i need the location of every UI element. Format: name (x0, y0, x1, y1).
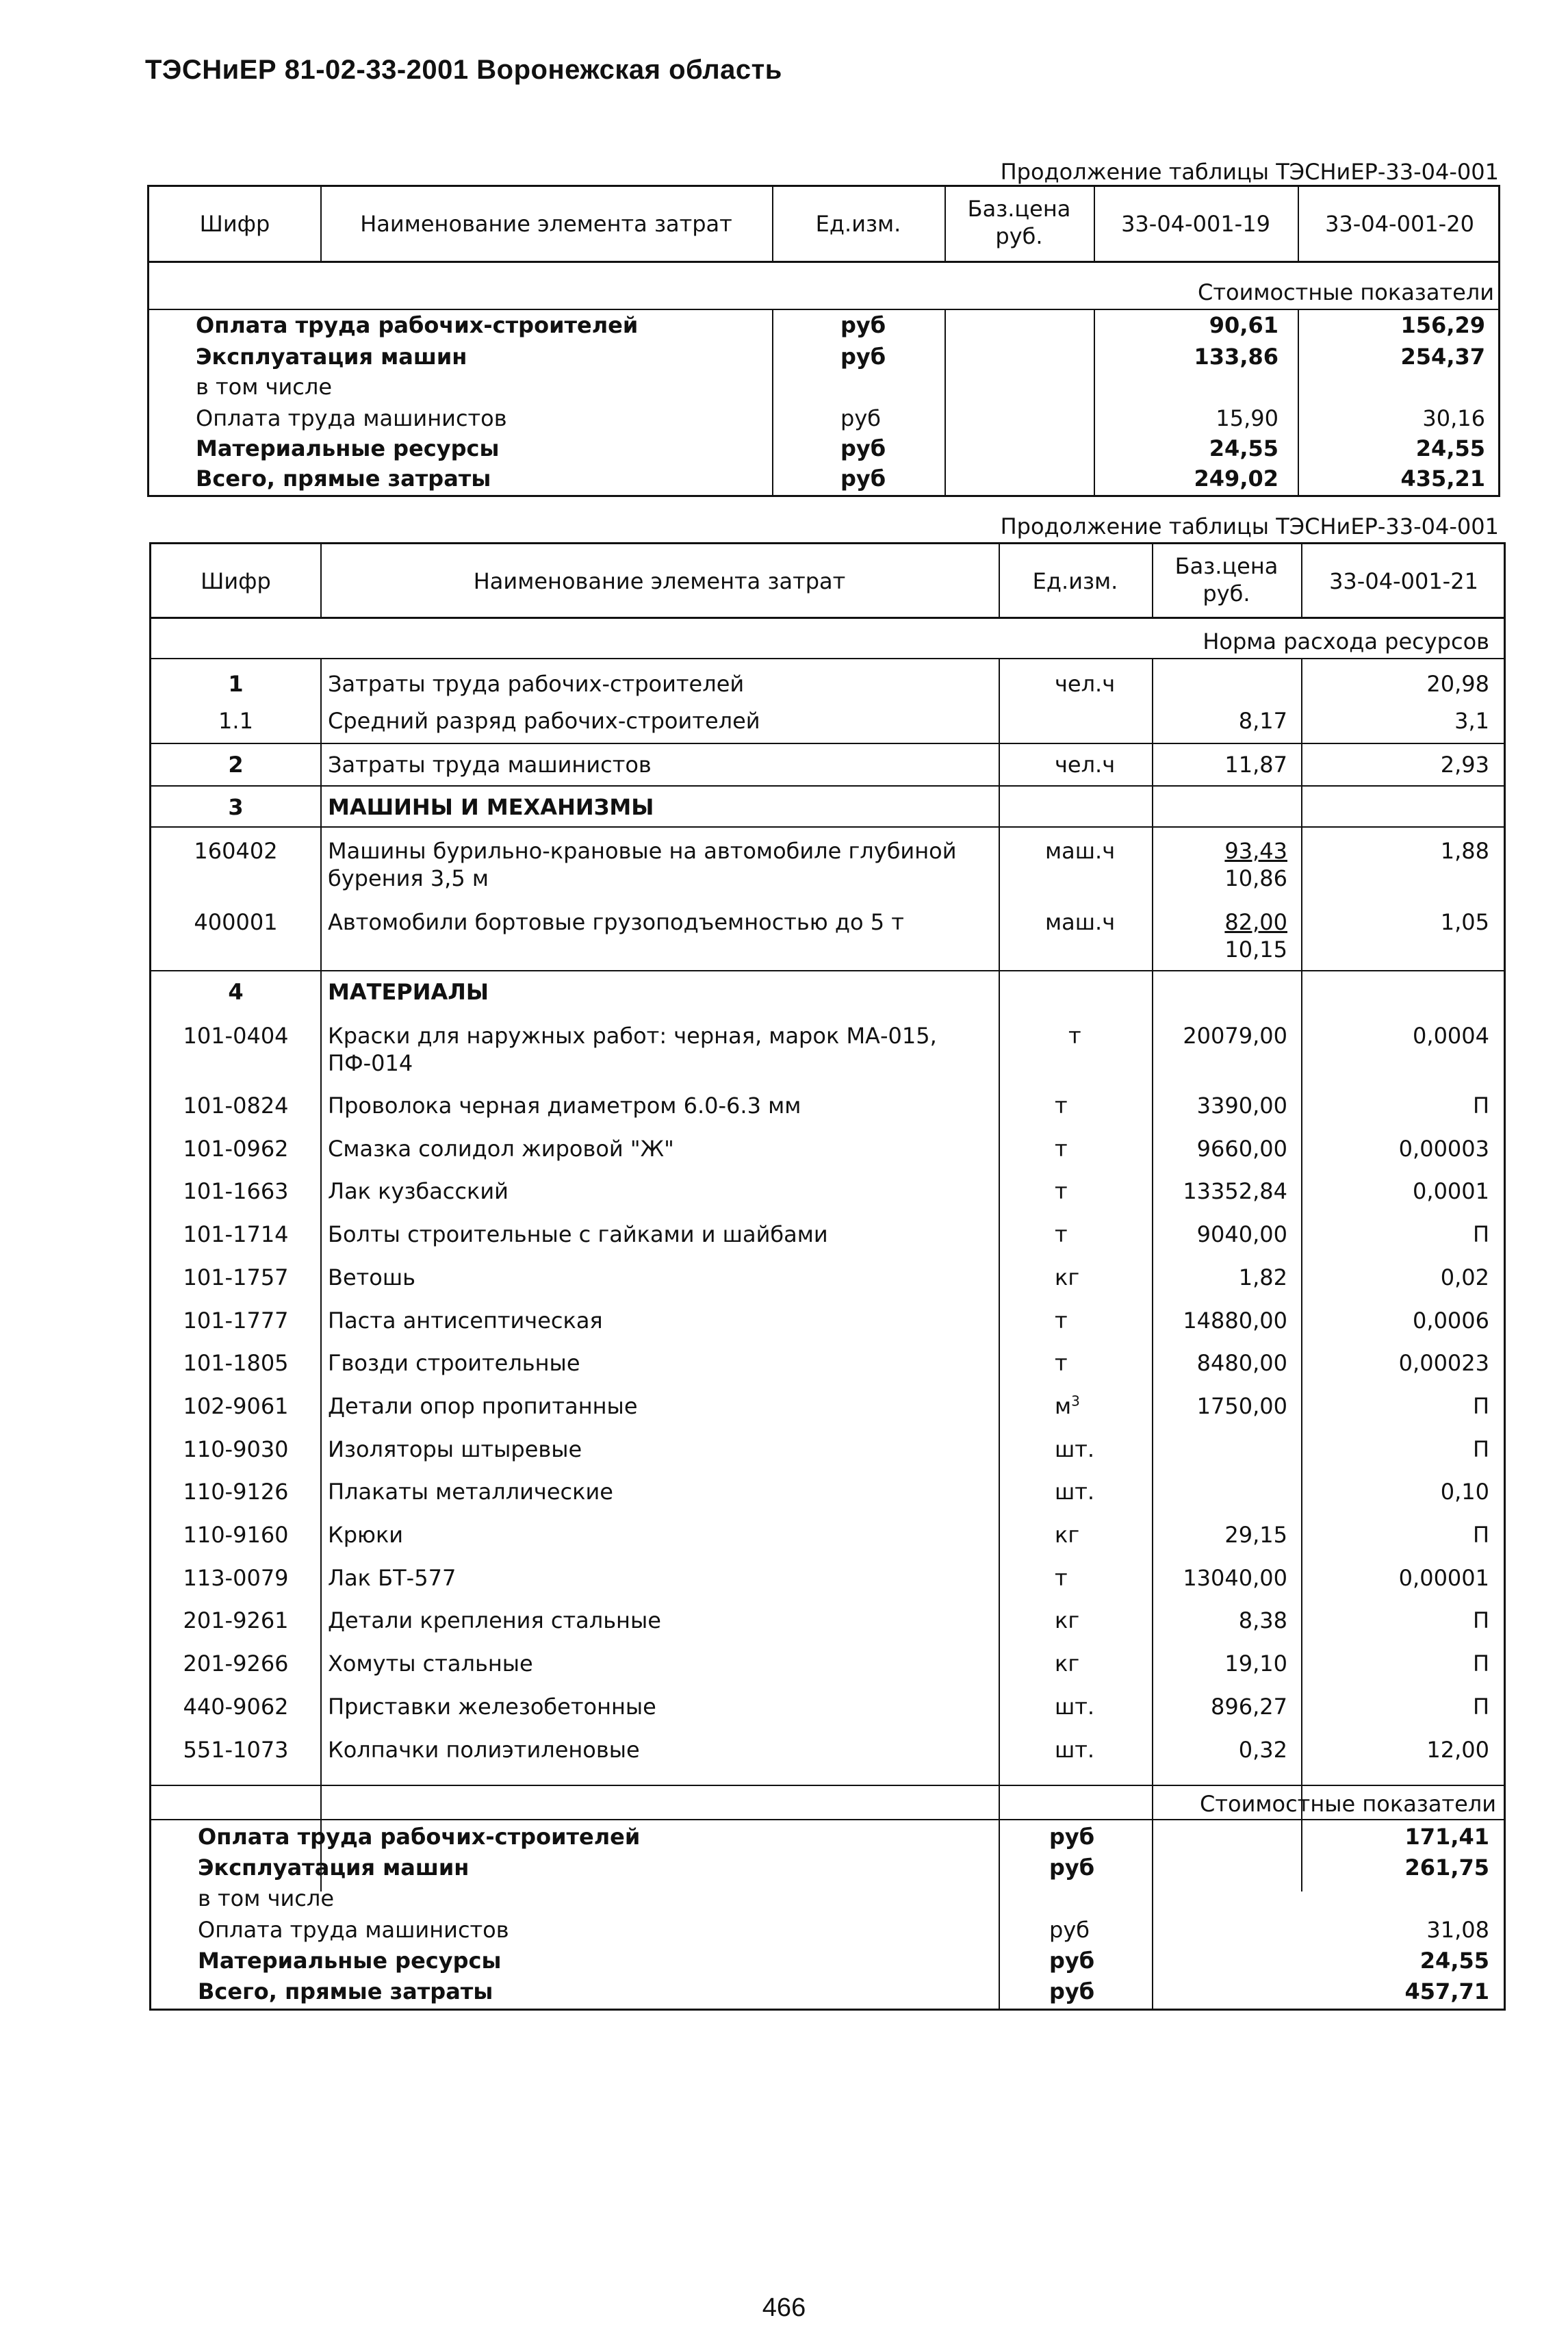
row-unit: руб (840, 344, 886, 370)
header-col-21: 33-04-001-21 (1329, 568, 1478, 594)
row-unit: руб (1049, 1917, 1090, 1943)
row-value: 249,02 (1194, 466, 1278, 492)
section-cost-indicators: Стоимостные показатели (1198, 279, 1494, 305)
row-value: П (1472, 1221, 1489, 1247)
row-name: Детали опор пропитанные (328, 1393, 638, 1419)
row-price: 13352,84 (1183, 1178, 1287, 1204)
row-unit: маш.ч (1045, 838, 1116, 864)
row-name: Гвозди строительные (328, 1350, 580, 1376)
row-unit-exponent: 3 (1071, 1392, 1080, 1410)
row-value: 156,29 (1400, 312, 1485, 338)
row-name: Болты строительные с гайками и шайбами (328, 1221, 828, 1247)
row-value: 0,02 (1440, 1264, 1489, 1290)
row-price: 1750,00 (1196, 1393, 1287, 1419)
row-unit: кг (1055, 1651, 1080, 1677)
table1-continuation-label: Продолжение таблицы ТЭСНиЕР-33-04-001 (1000, 159, 1499, 185)
row-name: Изоляторы штыревые (328, 1436, 582, 1462)
row-name: Хомуты стальные (328, 1651, 533, 1677)
row-value: 435,21 (1400, 466, 1485, 492)
resource-table-2 (149, 542, 1506, 2011)
page-number: 466 (762, 2293, 806, 2322)
row-unit: маш.ч (1045, 909, 1116, 935)
row-unit: т (1055, 1178, 1068, 1204)
row-code: 101-0962 (183, 1136, 289, 1162)
row-value: П (1472, 1694, 1489, 1720)
row-name: Приставки железобетонные (328, 1694, 656, 1720)
row-value: П (1472, 1522, 1489, 1548)
header-name: Наименование элемента затрат (360, 211, 732, 237)
row-value: 15,90 (1216, 405, 1278, 431)
row-name: Паста антисептическая (328, 1308, 603, 1334)
row-label: Материальные ресурсы (196, 435, 500, 461)
row-label: Эксплуатация машин (198, 1855, 470, 1881)
row-value: 0,00023 (1398, 1350, 1489, 1376)
row-label: Материальные ресурсы (198, 1948, 502, 1974)
row-price: 82,00 (1224, 909, 1287, 935)
row-unit: т (1055, 1221, 1068, 1247)
row-unit: руб (840, 466, 886, 492)
row-value: П (1472, 1436, 1489, 1462)
header-code: Шифр (201, 568, 271, 594)
row-code: 201-9261 (183, 1607, 289, 1633)
row-name: Проволока черная диаметром 6.0-6.3 мм (328, 1093, 801, 1119)
row-code: 160402 (194, 838, 278, 864)
row-unit: т (1055, 1093, 1068, 1119)
row-price: 93,43 (1224, 838, 1287, 864)
row-value: 24,55 (1415, 435, 1485, 461)
header-unit: Ед.изм. (1032, 568, 1118, 594)
row-name: Лак кузбасский (328, 1178, 509, 1204)
row-unit: т (1055, 1350, 1068, 1376)
row-code: 551-1073 (183, 1737, 289, 1763)
row-value: 30,16 (1422, 405, 1485, 431)
row-code: 201-9266 (183, 1651, 289, 1677)
header-base-price: Баз.цена (967, 196, 1071, 222)
row-value: 457,71 (1404, 1978, 1489, 2004)
row-price: 896,27 (1211, 1694, 1287, 1720)
section-title-materials: МАТЕРИАЛЫ (328, 979, 489, 1005)
row-price: 19,10 (1224, 1651, 1287, 1677)
row-code: 1.1 (218, 708, 253, 734)
row-name: Плакаты металлические (328, 1479, 613, 1505)
row-value: 24,55 (1419, 1948, 1489, 1974)
row-unit: кг (1055, 1522, 1080, 1548)
row-code: 101-1777 (183, 1308, 289, 1334)
row-code: 110-9126 (183, 1479, 289, 1505)
row-value: 254,37 (1400, 344, 1485, 370)
row-label: Оплата труда машинистов (198, 1917, 509, 1943)
row-name: Крюки (328, 1522, 404, 1548)
row-value: 133,86 (1194, 344, 1278, 370)
row-value: 2,93 (1440, 752, 1489, 778)
row-price: 20079,00 (1183, 1023, 1287, 1049)
row-unit: шт. (1055, 1436, 1095, 1462)
row-unit: кг (1055, 1607, 1080, 1633)
row-name-cont: бурения 3,5 м (328, 865, 489, 891)
row-code: 2 (228, 752, 244, 778)
row-price: 29,15 (1224, 1522, 1287, 1548)
row-price: 14880,00 (1183, 1308, 1287, 1334)
row-value: 0,00001 (1398, 1565, 1489, 1591)
row-name-cont: ПФ-014 (328, 1050, 413, 1076)
row-code: 101-0404 (183, 1023, 289, 1049)
row-value: 24,55 (1209, 435, 1278, 461)
row-name: Колпачки полиэтиленовые (328, 1737, 640, 1763)
row-name: Краски для наружных работ: черная, марок МА-015, (328, 1023, 937, 1049)
row-value: 0,0001 (1413, 1178, 1489, 1204)
row-price: 9660,00 (1196, 1136, 1287, 1162)
row-code: 1 (228, 671, 244, 697)
row-value: 0,0004 (1413, 1023, 1489, 1049)
row-value: П (1472, 1093, 1489, 1119)
row-label: Оплата труда машинистов (196, 405, 507, 431)
row-code: 110-9030 (183, 1436, 289, 1462)
row-unit: руб (1049, 1978, 1095, 2004)
row-unit: чел.ч (1055, 752, 1116, 778)
section-cost-indicators: Стоимостные показатели (1200, 1791, 1496, 1817)
row-name: Смазка солидол жировой "Ж" (328, 1136, 674, 1162)
row-price: 3390,00 (1196, 1093, 1287, 1119)
row-unit: кг (1055, 1264, 1080, 1290)
document-title: ТЭСНиЕР 81-02-33-2001 Воронежская область (145, 55, 782, 85)
row-code: 101-1663 (183, 1178, 289, 1204)
row-price: 11,87 (1224, 752, 1287, 778)
header-name: Наименование элемента затрат (473, 568, 846, 594)
row-label: в том числе (196, 374, 332, 400)
row-name: Затраты труда рабочих-строителей (328, 671, 745, 697)
header-col-19: 33-04-001-19 (1121, 211, 1270, 237)
row-name: Затраты труда машинистов (328, 752, 652, 778)
row-code: 101-1714 (183, 1221, 289, 1247)
section-code: 3 (228, 794, 244, 820)
row-value: 90,61 (1209, 312, 1278, 338)
row-label: Всего, прямые затраты (196, 466, 491, 492)
row-unit: шт. (1055, 1737, 1095, 1763)
row-name: Ветошь (328, 1264, 415, 1290)
row-unit: т (1068, 1023, 1081, 1049)
row-unit: руб (840, 312, 886, 338)
row-label: в том числе (198, 1885, 334, 1911)
row-label: Оплата труда рабочих-строителей (196, 312, 639, 338)
row-unit: руб (1049, 1824, 1095, 1850)
row-unit: руб (840, 435, 886, 461)
row-code: 102-9061 (183, 1393, 289, 1419)
row-code: 101-0824 (183, 1093, 289, 1119)
header-unit: Ед.изм. (815, 211, 901, 237)
row-price: 13040,00 (1183, 1565, 1287, 1591)
row-price: 8,17 (1238, 708, 1287, 734)
row-unit (1055, 1392, 1080, 1420)
row-unit: чел.ч (1055, 671, 1116, 697)
row-value: 171,41 (1404, 1824, 1489, 1850)
row-value: 0,0006 (1413, 1308, 1489, 1334)
row-unit: т (1055, 1136, 1068, 1162)
row-value: 0,10 (1440, 1479, 1489, 1505)
row-unit: руб (840, 405, 881, 431)
cost-table-1 (147, 185, 1500, 497)
header-base-price-unit: руб. (995, 223, 1043, 249)
row-code: 101-1757 (183, 1264, 289, 1290)
row-value: 1,88 (1440, 838, 1489, 864)
header-col-20: 33-04-001-20 (1325, 211, 1474, 237)
row-unit: т (1055, 1308, 1068, 1334)
row-price: 1,82 (1238, 1264, 1287, 1290)
section-title-machines: МАШИНЫ И МЕХАНИЗМЫ (328, 794, 654, 820)
row-name: Лак БТ-577 (328, 1565, 457, 1591)
row-value: 12,00 (1426, 1737, 1489, 1763)
row-price: 9040,00 (1196, 1221, 1287, 1247)
row-code: 113-0079 (183, 1565, 289, 1591)
row-unit: шт. (1055, 1479, 1095, 1505)
row-value: 0,00003 (1398, 1136, 1489, 1162)
row-name: Средний разряд рабочих-строителей (328, 708, 760, 734)
row-price: 8,38 (1238, 1607, 1287, 1633)
row-name: Автомобили бортовые грузоподъемностью до 5 т (328, 909, 904, 935)
row-value: 261,75 (1404, 1855, 1489, 1881)
row-value: П (1472, 1607, 1489, 1633)
row-code: 110-9160 (183, 1522, 289, 1548)
row-code: 400001 (194, 909, 278, 935)
row-code: 101-1805 (183, 1350, 289, 1376)
row-label: Всего, прямые затраты (198, 1978, 493, 2004)
row-code: 440-9062 (183, 1694, 289, 1720)
row-value: 31,08 (1426, 1917, 1489, 1943)
row-value: П (1472, 1651, 1489, 1677)
row-unit: т (1055, 1565, 1068, 1591)
section-resource-norms: Норма расхода ресурсов (1203, 628, 1489, 654)
row-label: Оплата труда рабочих-строителей (198, 1824, 641, 1850)
header-base-price: Баз.цена (1174, 553, 1278, 579)
header-code: Шифр (199, 211, 270, 237)
section-code: 4 (228, 979, 244, 1005)
row-unit: руб (1049, 1855, 1095, 1881)
row-unit: шт. (1055, 1694, 1095, 1720)
row-price: 8480,00 (1196, 1350, 1287, 1376)
table2-continuation-label: Продолжение таблицы ТЭСНиЕР-33-04-001 (1000, 513, 1499, 539)
row-label: Эксплуатация машин (196, 344, 467, 370)
header-base-price-unit: руб. (1203, 581, 1250, 607)
row-unit: руб (1049, 1948, 1095, 1974)
row-value: 1,05 (1440, 909, 1489, 935)
row-price: 0,32 (1238, 1737, 1287, 1763)
row-value: П (1472, 1393, 1489, 1419)
row-name: Машины бурильно-крановые на автомобиле глубиной (328, 838, 957, 864)
row-unit-base: м (1055, 1393, 1072, 1419)
row-value: 3,1 (1454, 708, 1489, 734)
row-price-operator: 10,86 (1224, 865, 1287, 891)
row-price-operator: 10,15 (1224, 937, 1287, 963)
row-value: 20,98 (1426, 671, 1489, 697)
row-name: Детали крепления стальные (328, 1607, 661, 1633)
